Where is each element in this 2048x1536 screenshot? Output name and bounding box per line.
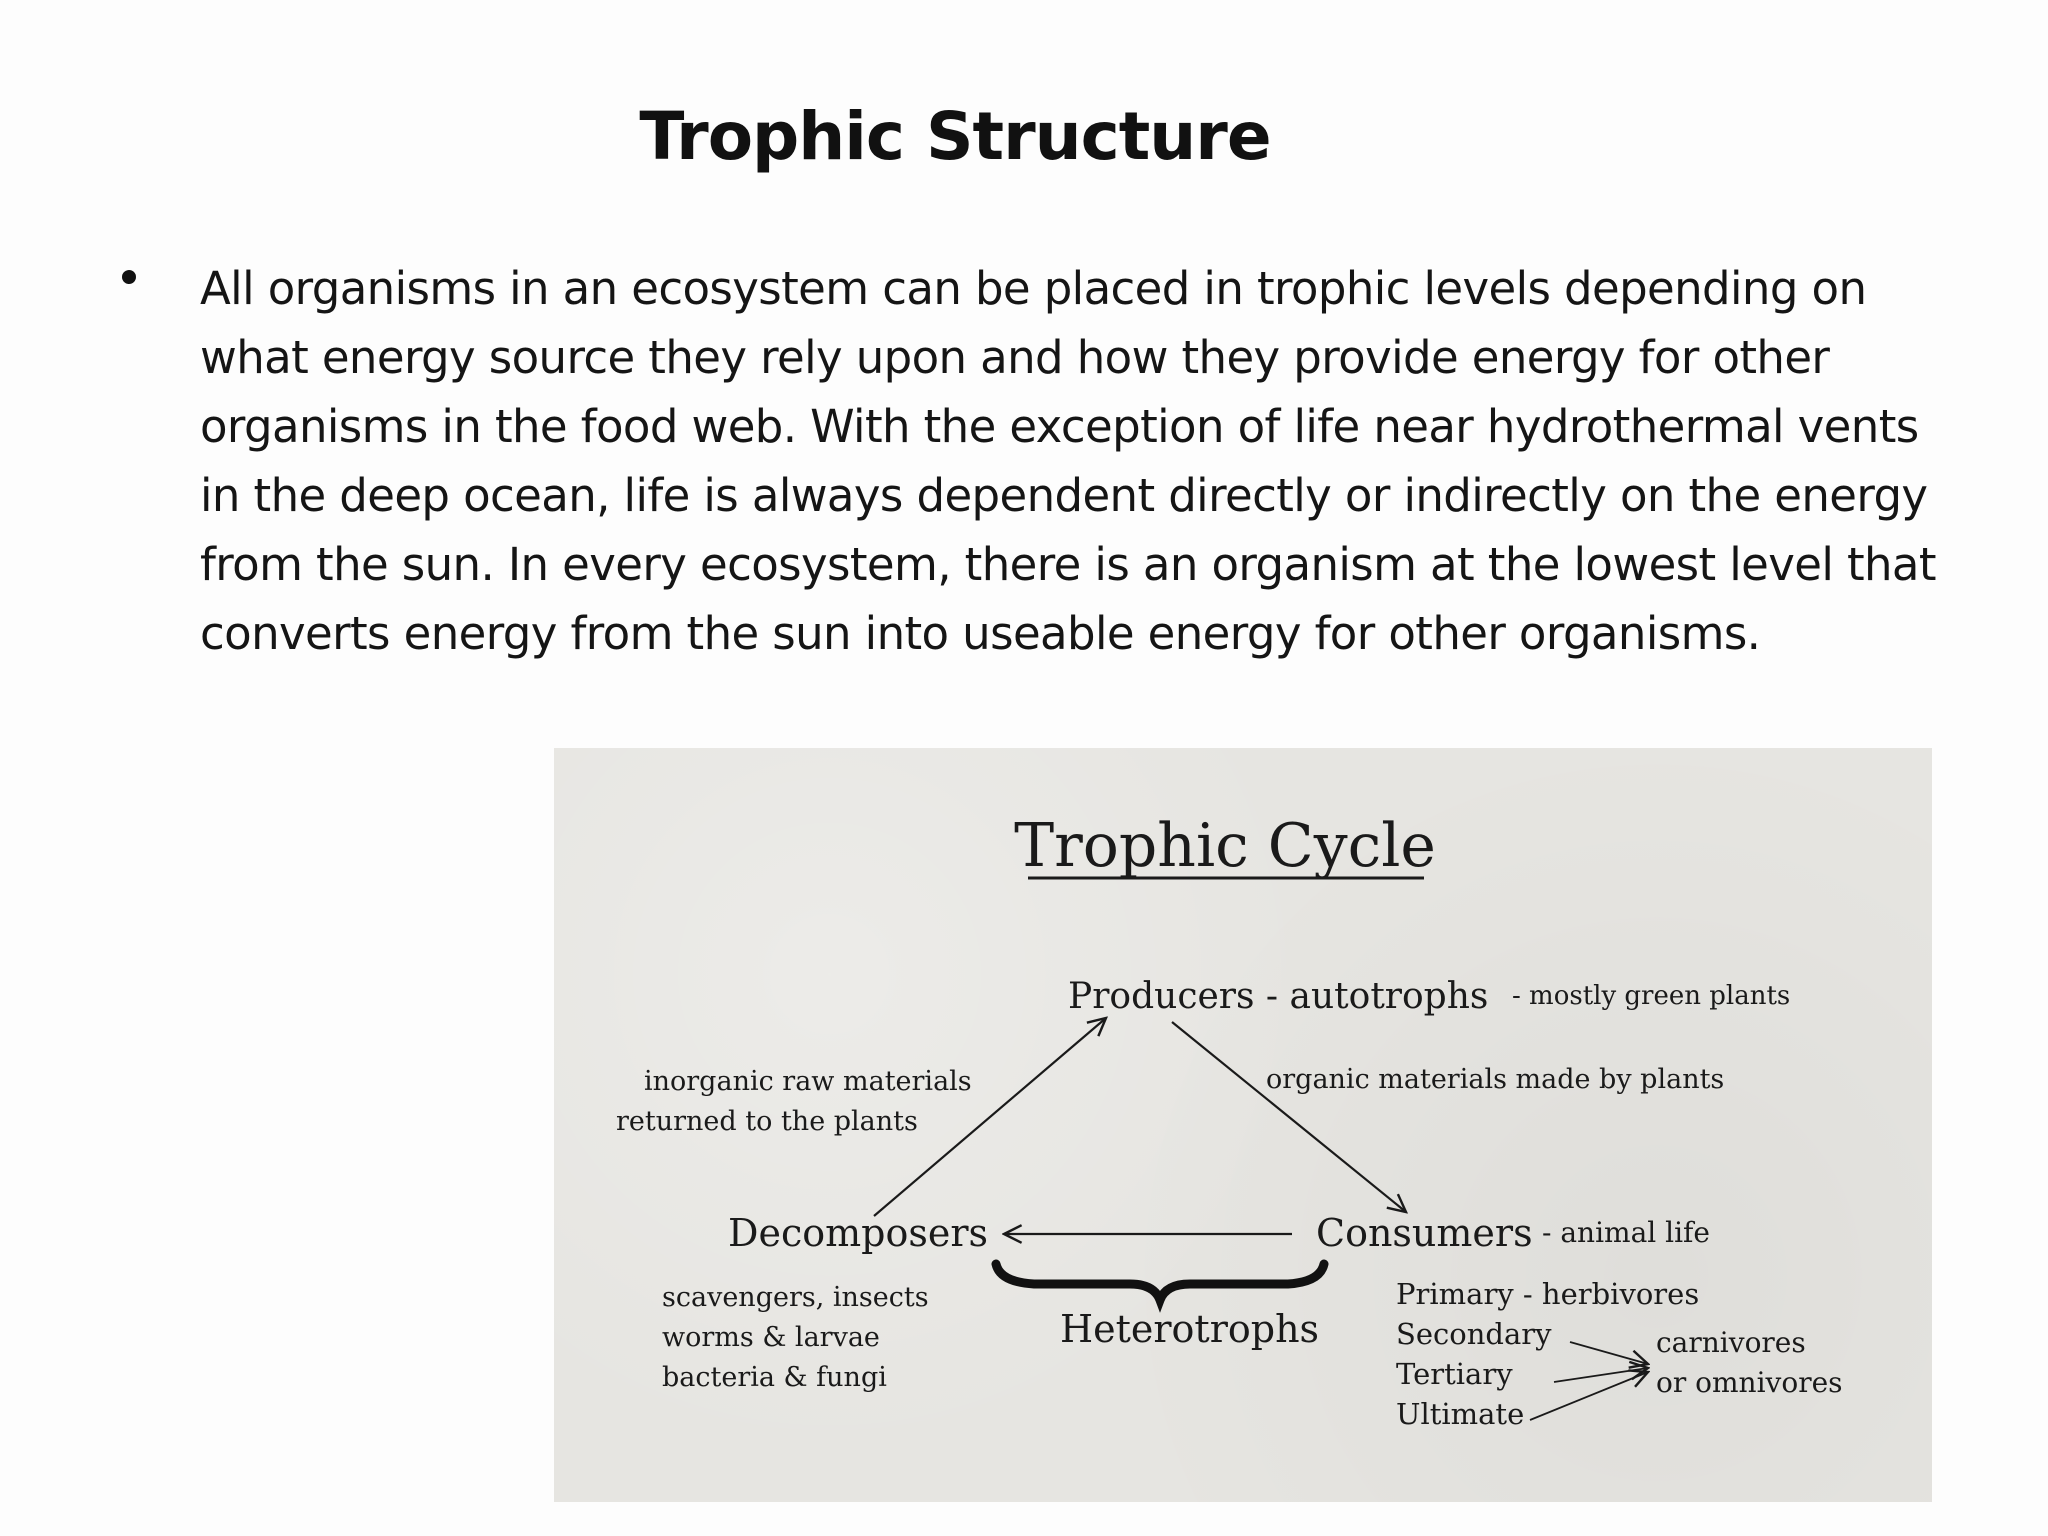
organic-label: organic materials made by plants (1266, 1064, 1725, 1095)
consumer-level-ultimate: Ultimate (1396, 1397, 1525, 1431)
inorganic-label-line2: returned to the plants (616, 1106, 918, 1137)
carnivores-label-line2: or omnivores (1656, 1366, 1843, 1399)
consumers-note: - animal life (1542, 1216, 1710, 1249)
consumer-level-secondary: Secondary (1396, 1317, 1552, 1351)
decomposers-label: Decomposers (728, 1211, 989, 1255)
carnivores-label-line1: carnivores (1656, 1326, 1806, 1359)
decomposer-example-3: bacteria & fungi (662, 1362, 887, 1393)
trophic-cycle-diagram (554, 748, 1932, 1502)
diagram-title: Trophic Cycle (1014, 811, 1436, 881)
decomposer-example-2: worms & larvae (662, 1322, 880, 1353)
consumer-level-primary: Primary - herbivores (1396, 1277, 1700, 1311)
producers-label: Producers - autotrophs (1068, 976, 1489, 1017)
bullet-icon (122, 270, 136, 284)
arrow-tertiary-to-carnivores (1554, 1368, 1648, 1382)
producers-note: - mostly green plants (1512, 981, 1791, 1011)
heterotrophs-brace (996, 1264, 1324, 1300)
consumer-level-tertiary: Tertiary (1396, 1357, 1513, 1391)
decomposer-example-1: scavengers, insects (662, 1282, 929, 1313)
heterotrophs-label: Heterotrophs (1060, 1307, 1320, 1351)
bullet-paragraph: All organisms in an ecosystem can be placed in trophic levels depending on what energy source they rely upon and how they provide energy for other organisms in the food web. With the exception of life near hydrothermal vents in the deep ocean, life is always dependent directly or indirectly on the energy from the sun. In every ecosystem, there is an organism at the lowest level that converts energy from the sun into useable energy for other organisms. (200, 262, 1936, 660)
inorganic-label-line1: inorganic raw materials (644, 1066, 972, 1097)
arrow-ultimate-to-carnivores (1530, 1372, 1648, 1420)
arrow-secondary-to-carnivores (1570, 1342, 1648, 1364)
arrow-producers-to-consumers (1172, 1022, 1406, 1212)
trophic-cycle-svg (554, 748, 1932, 1502)
consumers-label: Consumers (1316, 1211, 1533, 1255)
slide-title: Trophic Structure (639, 98, 1271, 175)
